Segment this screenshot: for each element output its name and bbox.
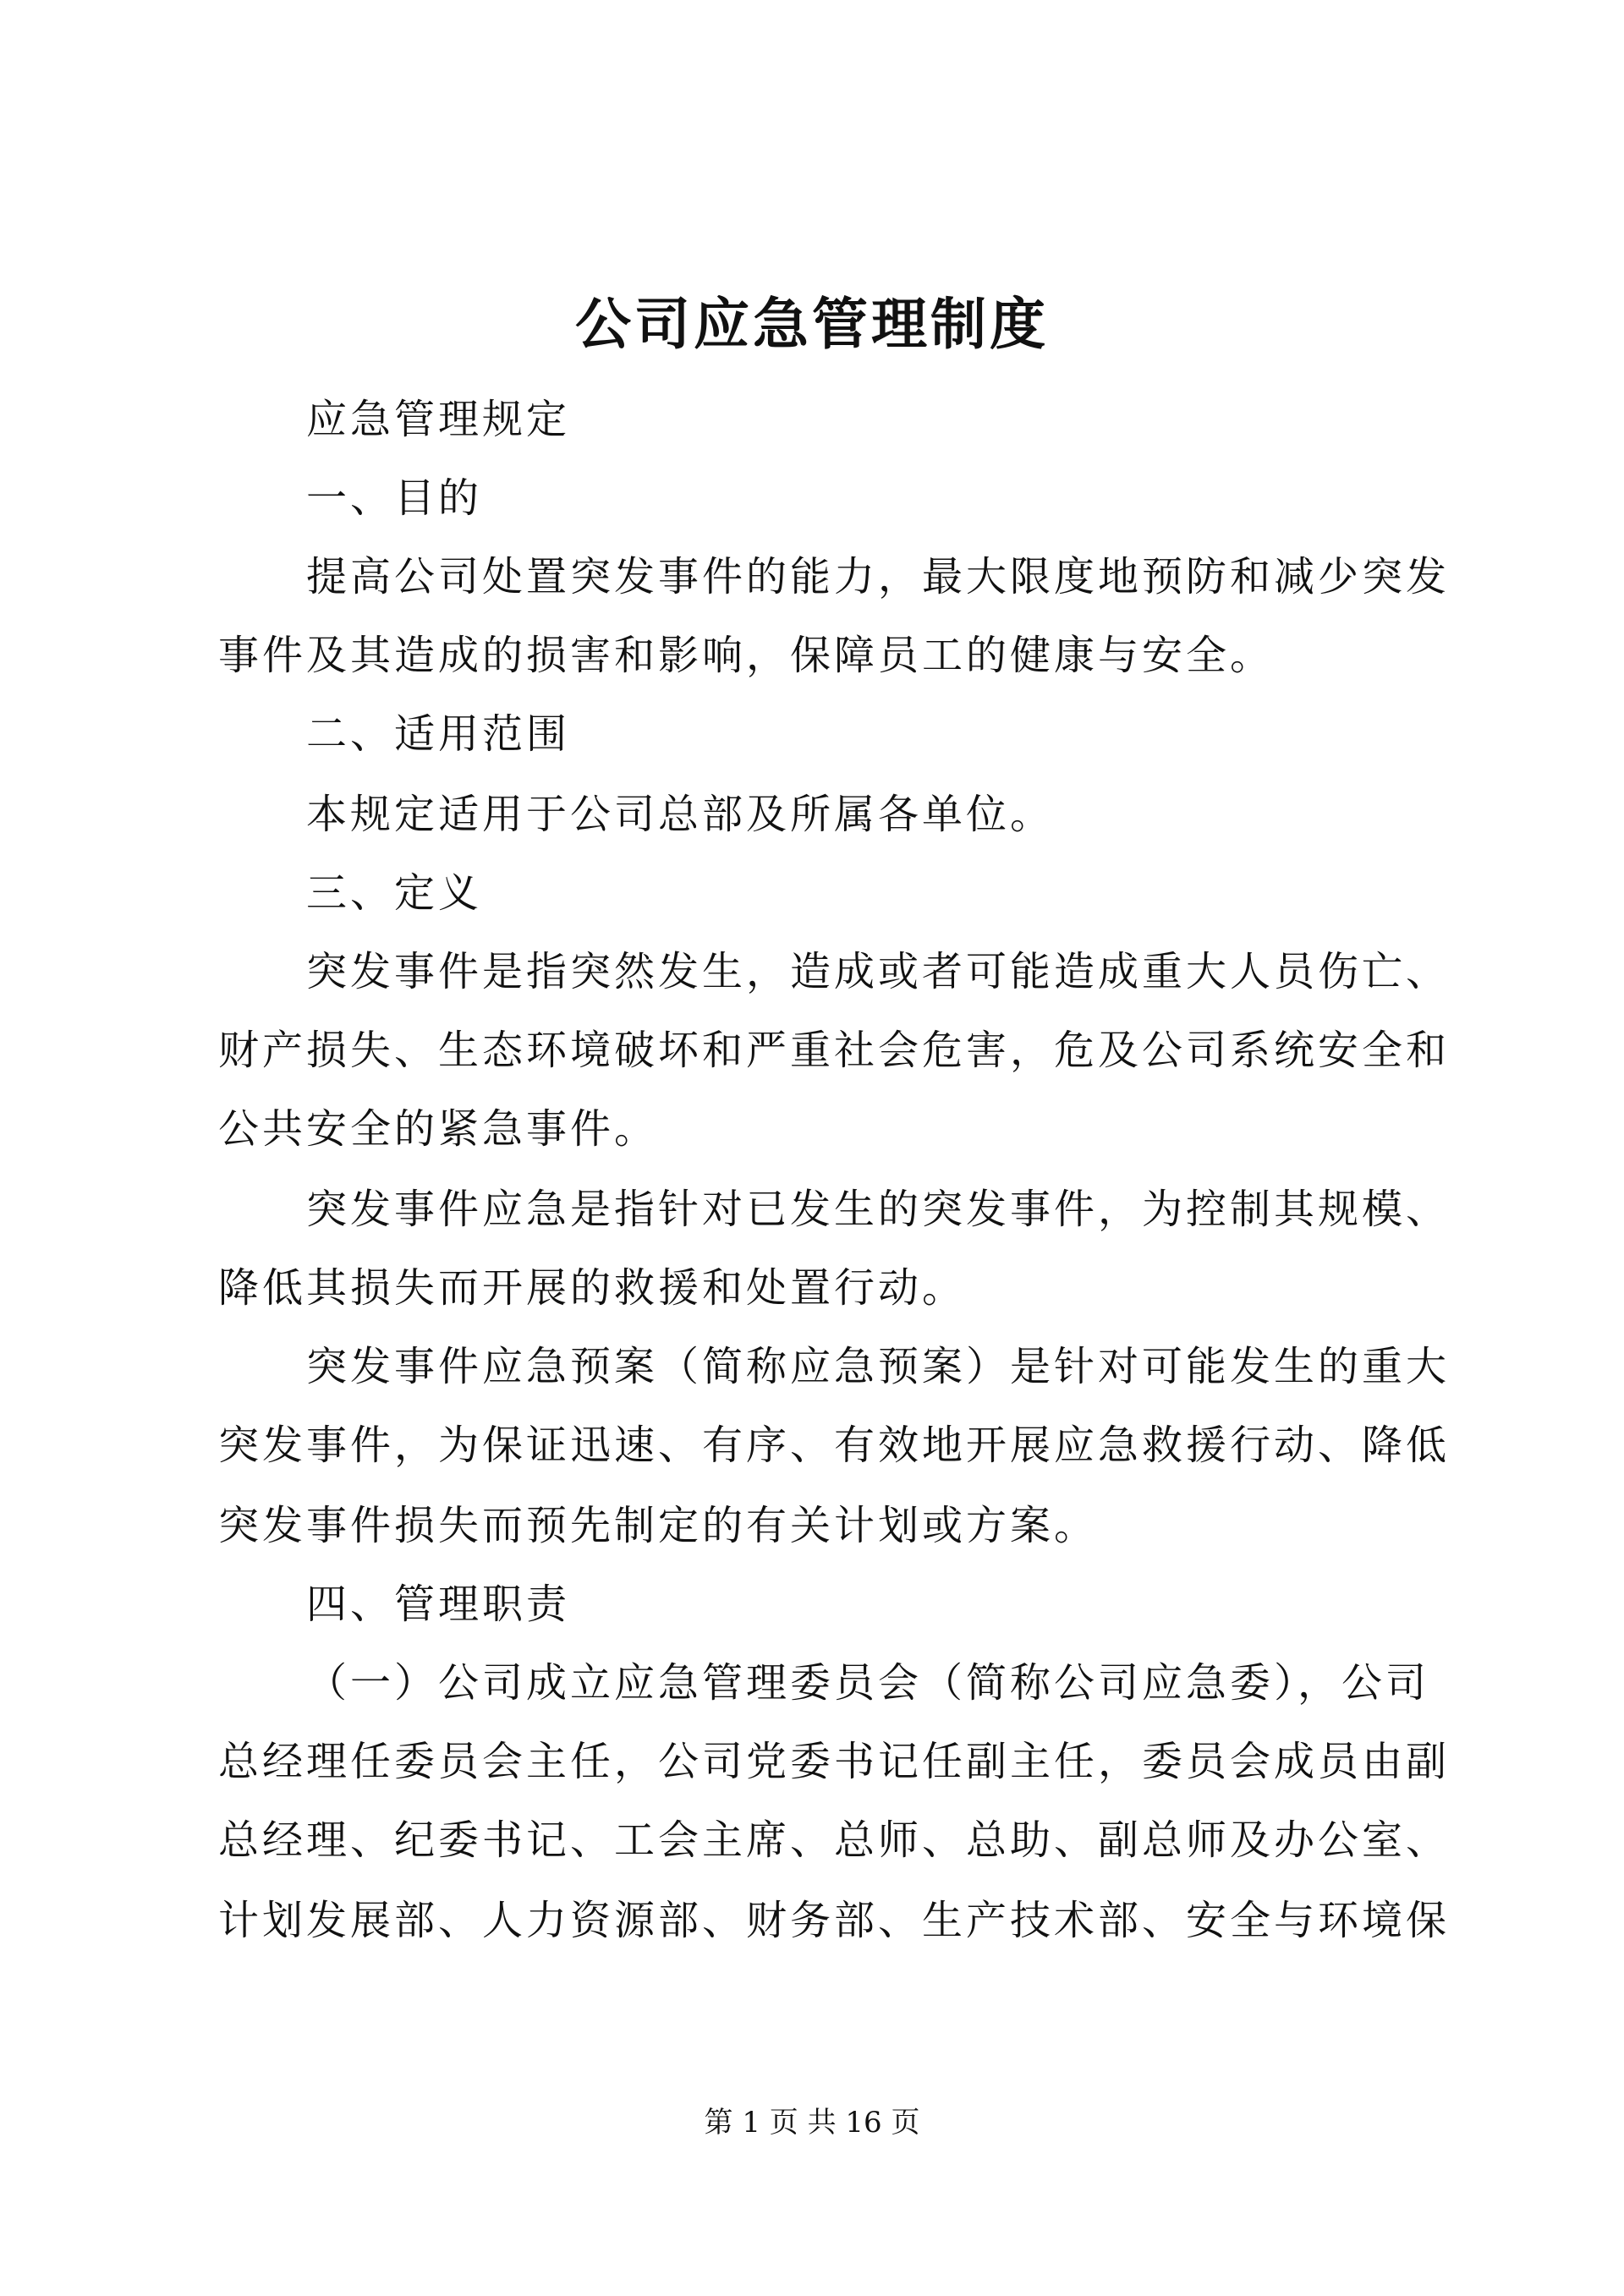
- paragraph-line: 突发事件应急预案（简称应急预案）是针对可能发生的重大: [306, 1343, 1451, 1390]
- paragraph-line: 突发事件是指突然发生，造成或者可能造成重大人员伤亡、: [306, 948, 1451, 995]
- paragraph-line: 突发事件，为保证迅速、有序、有效地开展应急救援行动、降低: [218, 1422, 1451, 1469]
- paragraph-line: 总经理任委员会主任，公司党委书记任副主任，委员会成员由副: [218, 1738, 1451, 1785]
- section-heading: 一、目的: [306, 474, 483, 522]
- section-heading: 二、适用范围: [306, 710, 571, 758]
- paragraph-line: 公共安全的紧急事件。: [218, 1105, 659, 1153]
- paragraph-line: 提高公司处置突发事件的能力，最大限度地预防和减少突发: [306, 553, 1451, 600]
- paragraph-line: 财产损失、生态环境破坏和严重社会危害，危及公司系统安全和: [218, 1027, 1451, 1074]
- subtitle-line: 应急管理规定: [306, 396, 571, 443]
- paragraph-line: （一）公司成立应急管理委员会（简称公司应急委），公司: [306, 1659, 1430, 1707]
- paragraph-line: 事件及其造成的损害和影响，保障员工的健康与安全。: [218, 632, 1275, 679]
- paragraph-line: 降低其损失而开展的救援和处置行动。: [218, 1264, 967, 1312]
- section-heading: 四、管理职责: [306, 1581, 571, 1628]
- section-heading: 三、定义: [306, 869, 483, 917]
- paragraph-line: 本规定适用于公司总部及所属各单位。: [306, 791, 1055, 838]
- page-number-footer: 第 1 页 共 16 页: [704, 2106, 920, 2140]
- paragraph-line: 突发事件损失而预先制定的有关计划或方案。: [218, 1502, 1099, 1549]
- paragraph-line: 突发事件应急是指针对已发生的突发事件，为控制其规模、: [306, 1186, 1451, 1233]
- paragraph-line: 计划发展部、人力资源部、财务部、生产技术部、安全与环境保: [218, 1897, 1451, 1944]
- paragraph-line: 总经理、纪委书记、工会主席、总师、总助、副总师及办公室、: [218, 1817, 1451, 1864]
- document-title: 公司应急管理制度: [575, 291, 1049, 357]
